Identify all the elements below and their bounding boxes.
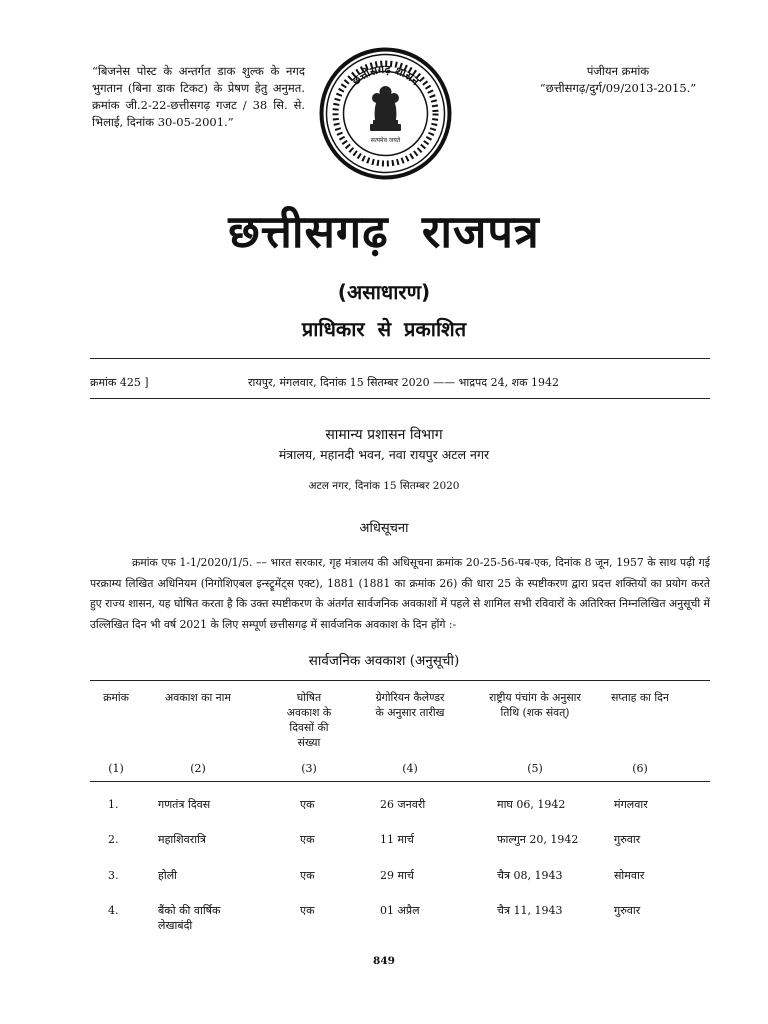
registration-number: “छत्तीसगढ़/दुर्ग/09/2013-2015.” <box>539 81 697 95</box>
state-emblem-seal <box>318 46 453 181</box>
col-header-national-calendar: राष्ट्रीय पंचांग के अनुसार तिथि (शक संवत्) <box>489 691 581 719</box>
row-national-date: चैत्र 11, 1943 <box>497 904 563 917</box>
postal-note: “बिजनेस पोस्ट के अन्तर्गत डाक शुल्क के नगद भुगतान (बिना डाक टिकट) के प्रेषण हेतु अनुमत. क्रमांक जी.2-22-छत्तीसगढ़ गजट / 38 सि. से. भिलाई, दिनांक 30-05-2001.” <box>92 64 305 129</box>
row-national-date: फाल्गुन 20, 1942 <box>497 833 579 846</box>
col-header-holiday-name: अवकाश का नाम <box>165 691 231 704</box>
col-number: (2) <box>190 762 206 775</box>
department-name: सामान्य प्रशासन विभाग <box>325 427 443 443</box>
row-gregorian-date: 29 मार्च <box>380 869 414 882</box>
row-holiday-name: गणतंत्र दिवस <box>158 798 211 811</box>
col-header-weekday: सप्ताह का दिन <box>611 691 669 704</box>
seal-text-top: छत्तीसगढ़ शासन <box>349 62 422 88</box>
row-serial: 4. <box>108 904 119 917</box>
bottom-rule <box>90 398 710 399</box>
row-holiday-name: बैंको की वार्षिक लेखाबंदी <box>158 904 221 932</box>
row-holiday-name: महाशिवरात्रि <box>158 833 206 846</box>
department-address: मंत्रालय, महानदी भवन, नवा रायपुर अटल नगर <box>278 447 490 462</box>
gazette-title: छत्तीसगढ़ राजपत्र <box>228 205 540 258</box>
col-header-serial: क्रमांक <box>103 691 129 704</box>
row-weekday: गुरुवार <box>614 833 641 846</box>
row-gregorian-date: 26 जनवरी <box>380 798 426 811</box>
row-days: एक <box>300 798 315 811</box>
seal-text-bottom: सत्यमेव जयते <box>370 137 401 144</box>
row-weekday: मंगलवार <box>614 798 648 811</box>
col-number: (6) <box>632 762 648 775</box>
table-top-rule <box>90 680 710 681</box>
place-date: अटल नगर, दिनांक 15 सितम्बर 2020 <box>308 480 460 492</box>
col-header-gregorian-date: ग्रेगोरियन कैलेण्डर के अनुसार तारीख <box>375 691 445 719</box>
row-gregorian-date: 01 अप्रैल <box>380 904 420 917</box>
registration-block <box>528 63 708 97</box>
issue-date: रायपुर, मंगलवार, दिनांक 15 सितम्बर 2020 —— भाद्रपद 24, शक 1942 <box>248 376 560 389</box>
row-serial: 3. <box>108 869 119 882</box>
page-number: 849 <box>373 955 395 967</box>
row-national-date: माघ 06, 1942 <box>497 798 566 811</box>
col-number: (3) <box>301 762 317 775</box>
registration-label: पंजीयन क्रमांक <box>586 64 650 78</box>
row-days: एक <box>300 904 315 917</box>
row-weekday: सोमवार <box>614 869 645 882</box>
col-number: (5) <box>527 762 543 775</box>
col-number: (1) <box>108 762 124 775</box>
row-days: एक <box>300 833 315 846</box>
row-weekday: गुरुवार <box>614 904 641 917</box>
top-rule <box>90 358 710 359</box>
row-serial: 2. <box>108 833 119 846</box>
row-national-date: चैत्र 08, 1943 <box>497 869 563 882</box>
table-header-rule <box>90 781 710 782</box>
row-holiday-name: होली <box>158 869 177 882</box>
issue-number: क्रमांक 425 ] <box>90 376 149 389</box>
row-days: एक <box>300 869 315 882</box>
gazette-subtitle: (असाधारण) <box>337 280 431 304</box>
notification-body: क्रमांक एफ 1-1/2020/1/5. –– भारत सरकार, गृह मंत्रालय की अधिसूचना क्रमांक 20-25-56-पब-एक, दिनांक 8 जून, 1957 के साथ पढ़ी गई परक्राम्य लिखित अधिनियम (निगोशिएबल इन्स्ट्रूमेंट्स एक्ट), 1881 (1881 का क्रमांक 26) की धारा 25 के स्पष्टीकरण द्वारा प्रदत्त शक्तियों का प्रयोग करते हुए राज्य शासन, यह घोषित करता है कि उक्त स्पष्टीकरण के अंतर्गत सार्वजनिक अवकाशों में पहले से शामिल सभी रविवारों के अतिरिक्त निम्नलिखित अनुसूची में उल्लिखित दिन भी वर्ष 2021 के लिए सम्पूर्ण छत्तीसगढ़ में सार्वजनिक अवकाश के दिन होंगे :- <box>90 556 711 631</box>
row-serial: 1. <box>108 798 119 811</box>
schedule-title: सार्वजनिक अवकाश (अनुसूची) <box>308 653 460 669</box>
col-number: (4) <box>402 762 418 775</box>
notification-heading: अधिसूचना <box>359 521 409 536</box>
gazette-authority: प्राधिकार से प्रकाशित <box>301 317 467 341</box>
col-header-days: घोषित अवकाश के दिवसों की संख्या <box>286 691 332 749</box>
row-gregorian-date: 11 मार्च <box>380 833 414 846</box>
